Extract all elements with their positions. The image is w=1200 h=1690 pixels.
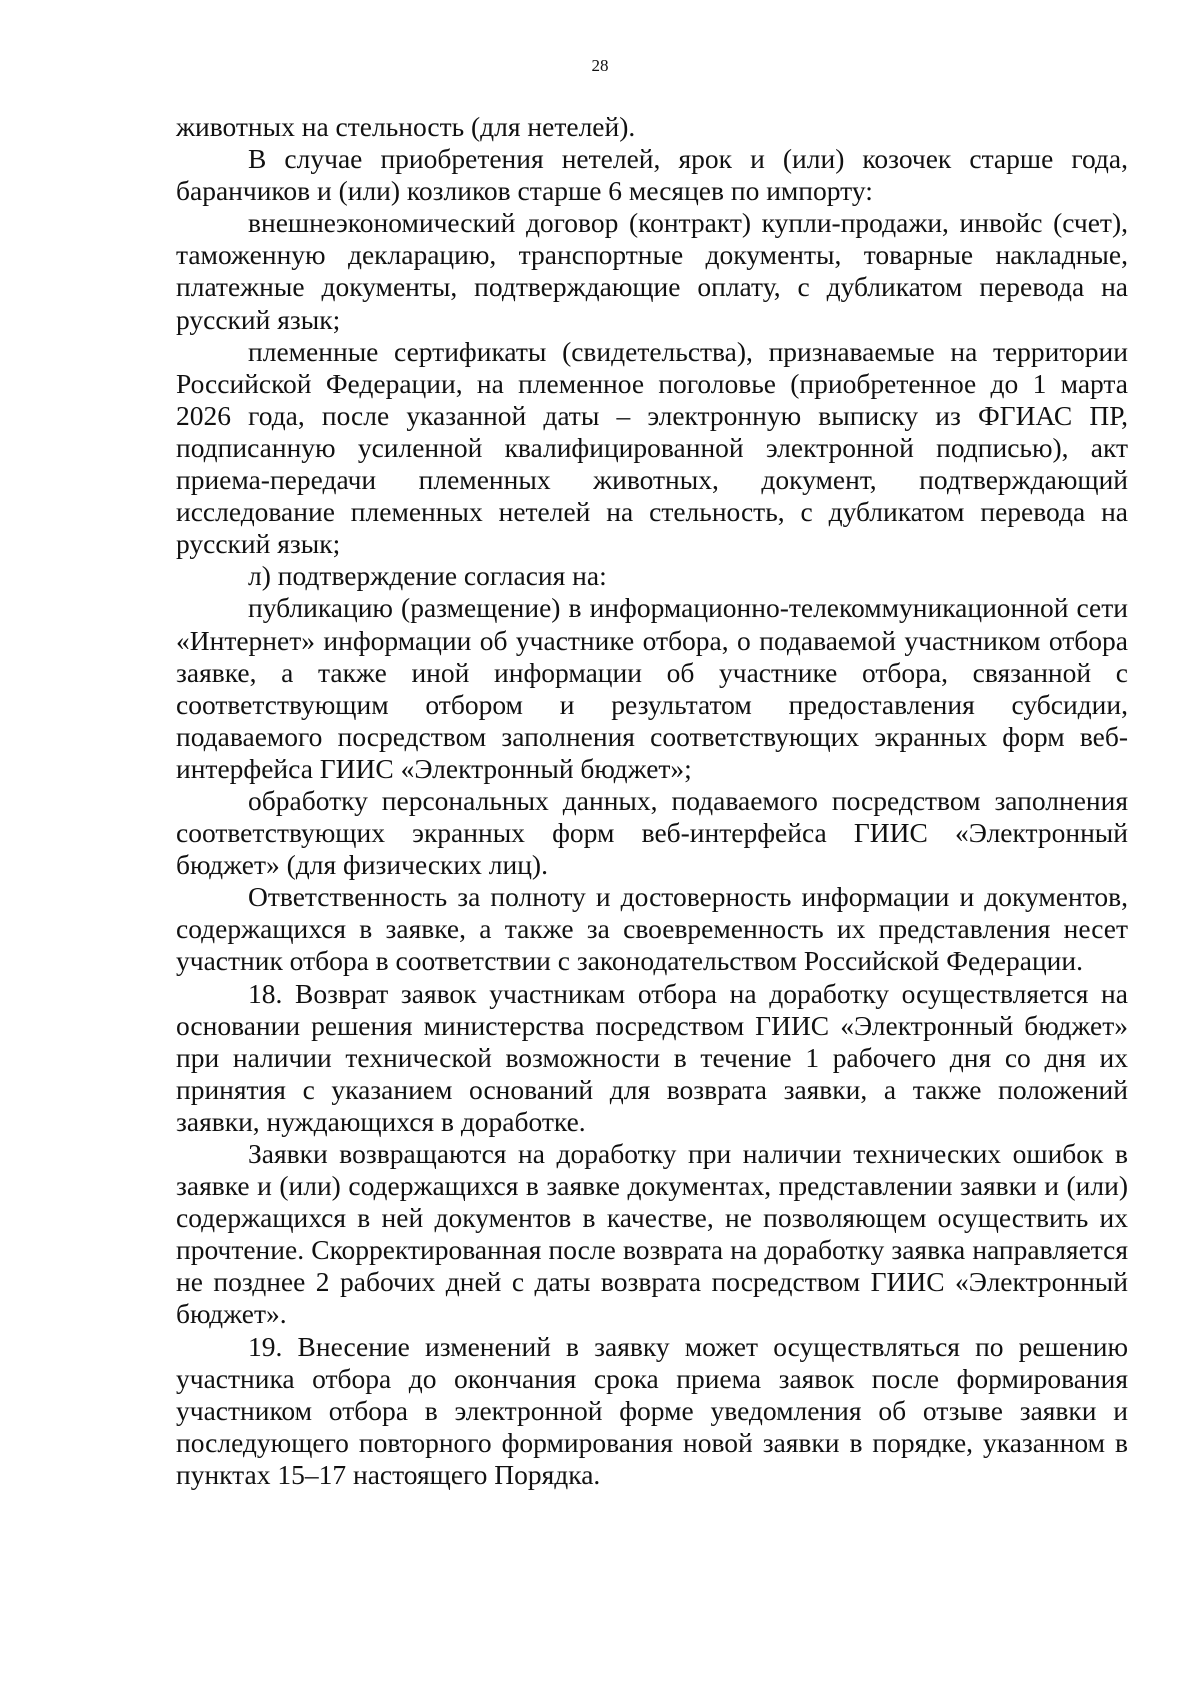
paragraph-personal-data-consent: обработку персональных данных, подаваемого посредством заполнения соответствующих экранных форм веб-интерфейса ГИИС «Электронный бюджет» (для физических лиц). [176,784,1128,881]
paragraph-item-19: 19. Внесение изменений в заявку может осуществляться по решению участника отбора до окончания срока приема заявок после формирования участником отбора в электронной форме уведомления об отзыве заявки и последующего повторного формирования новой заявки в порядке, указанном в пунктах 15–17 настоящего Порядка. [176,1330,1128,1490]
page-number: 28 [591,56,609,75]
paragraph-return-conditions: Заявки возвращаются на доработку при наличии технических ошибок в заявке и (или) содержащихся в заявке документах, представлении заявки и (или) содержащихся в ней документов в качестве, не позволяющем осуществить их прочтение. Скорректированная после возврата на доработку заявка направляется не позднее 2 рабочих дней с даты возврата посредством ГИИС «Электронный бюджет». [176,1138,1128,1330]
paragraph-item-18: 18. Возврат заявок участникам отбора на доработку осуществляется на основании решения министерства посредством ГИИС «Электронный бюджет» при наличии технической возможности в течение 1 рабочего дня со дня их принятия с указанием оснований для возврата заявки, а также положений заявки, нуждающихся в доработке. [176,977,1128,1137]
document-body [176,111,1128,1491]
paragraph-consent-heading: л) подтверждение согласия на: [248,560,607,592]
paragraph-breeding-certificates: племенные сертификаты (свидетельства), признаваемые на территории Российской Федерации, на племенное поголовье (приобретенное до 1 марта 2026 года, после указанной даты – электронную выписку из ФГИАС ПР, подписанную усиленной квалифицированной электронной подписью), акт приема-передачи племенных животных, документ, подтверждающий исследование племенных нетелей на стельность, с дубликатом перевода на русский язык; [176,335,1128,560]
paragraph-publication-consent: публикацию (размещение) в информационно-телекоммуникационной сети «Интернет» информации об участнике отбора, о подаваемой участником отбора заявке, а также иной информации об участнике отбора, связанной с соответствующим отбором и результатом предоставления субсидии, подаваемого посредством заполнения соответствующих экранных форм веб-интерфейса ГИИС «Электронный бюджет»; [176,592,1128,784]
paragraph-continuation: животных на стельность (для нетелей). [176,111,636,142]
paragraph-foreign-trade-contract: внешнеэкономический договор (контракт) купли-продажи, инвойс (счет), таможенную декларацию, транспортные документы, товарные накладные, платежные документы, подтверждающие оплату, с дубликатом перевода на русский язык; [176,207,1128,335]
paragraph-import-case: В случае приобретения нетелей, ярок и (или) козочек старше года, баранчиков и (или) козликов старше 6 месяцев по импорту: [176,143,1128,207]
paragraph-responsibility: Ответственность за полноту и достоверность информации и документов, содержащихся в заявке, а также за своевременность их представления несет участник отбора в соответствии с законодательством Российской Федерации. [176,881,1128,977]
